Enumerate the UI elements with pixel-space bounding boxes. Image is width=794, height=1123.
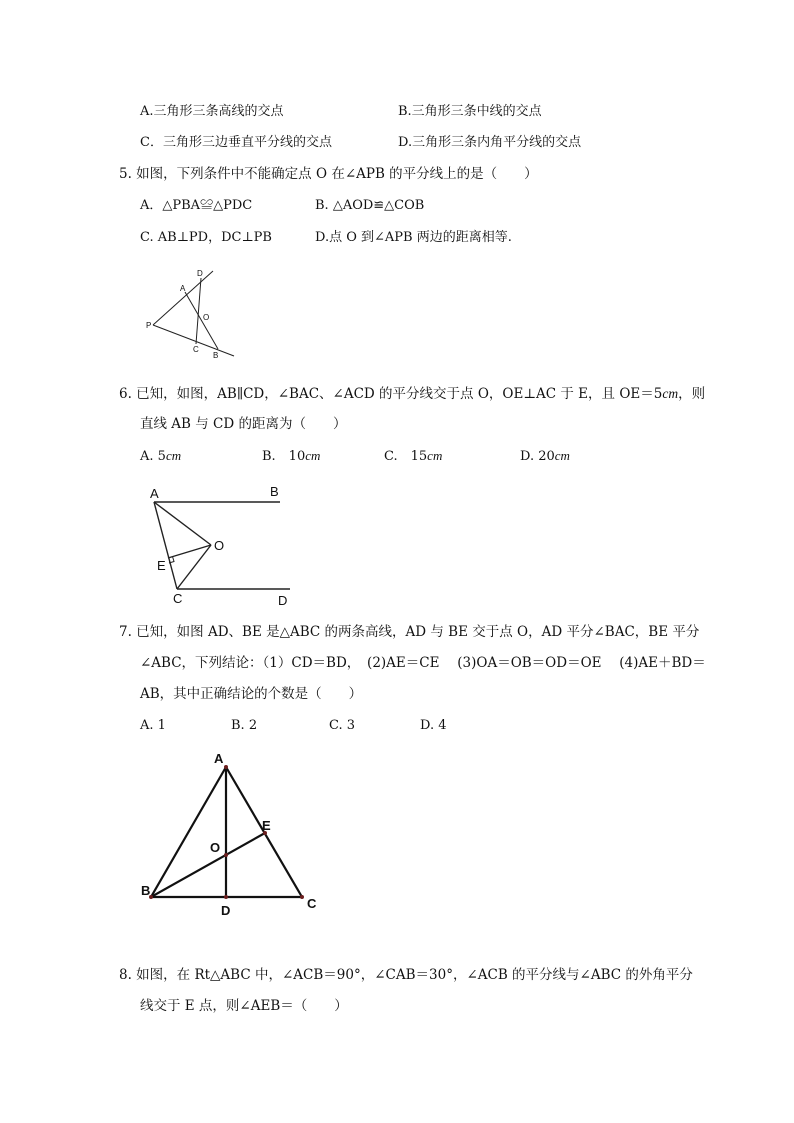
q6-label-d: D	[278, 593, 288, 608]
q5-label-b: B	[213, 351, 219, 360]
q7-line1: 7. 已知，如图 AD、BE 是△ABC 的两条高线，AD 与 BE 交于点 O，AD 平分∠BAC，BE 平分	[119, 624, 700, 640]
q6-label-a: A	[150, 486, 159, 501]
q7-line3: AB，其中正确结论的个数是（ ）	[140, 686, 363, 702]
q7-label-b: B	[141, 883, 151, 898]
q5-option-c: C. AB⊥PD，DC⊥PB	[140, 230, 272, 245]
q7-point-d	[224, 895, 228, 899]
q6-line2: 直线 AB 与 CD 的距离为（ ）	[140, 416, 347, 432]
q8-line2: 线交于 E 点，则∠AEB＝（ ）	[140, 998, 348, 1014]
q7-option-c: C. 3	[329, 718, 356, 733]
q6-label-c: C	[173, 591, 183, 606]
q7-label-d: D	[221, 903, 231, 918]
q4-option-d: D.三角形三条内角平分线的交点	[398, 135, 582, 150]
q6-label-e: E	[157, 558, 166, 573]
q7-label-a: A	[214, 751, 224, 766]
q7-point-c	[300, 895, 304, 899]
q5-option-b: B. △AOD≌△COB	[315, 198, 425, 213]
q7-point-a	[224, 765, 228, 769]
q6-line1: 6. 已知，如图，AB∥CD，∠BAC、∠ACD 的平分线交于点 O，OE⊥AC 于 E，且 OE＝5cm，则	[119, 386, 706, 402]
q6-option-b: B. 10cm	[262, 448, 321, 464]
q4-option-a: A.三角形三条高线的交点	[140, 104, 284, 119]
q6-label-b: B	[270, 484, 279, 499]
q7-label-o: O	[210, 840, 221, 855]
q5-label-c: C	[193, 345, 199, 354]
q7-option-d: D. 4	[420, 718, 447, 733]
q7-label-c: C	[307, 896, 317, 911]
q5-option-d: D.点 O 到∠APB 两边的距离相等.	[315, 230, 512, 245]
q5-option-a: A．△PBA≌△PDC	[140, 198, 253, 213]
q8-line1: 8. 如图，在 Rt△ABC 中，∠ACB＝90°，∠CAB＝30°，∠ACB 的平分线与∠ABC 的外角平分	[119, 967, 693, 983]
q7-side-ab	[151, 767, 226, 897]
q5-label-d: D	[197, 269, 203, 278]
q4-option-b: B.三角形三条中线的交点	[398, 104, 542, 119]
q5-stem: 5. 如图，下列条件中不能确定点 O 在∠APB 的平分线上的是（ ）	[119, 166, 538, 182]
q6-option-c: C. 15cm	[384, 448, 443, 464]
q5-label-p: P	[146, 321, 152, 330]
q6-option-d: D. 20cm	[520, 448, 570, 464]
q5-label-o: O	[203, 313, 210, 322]
q7-option-a: A. 1	[140, 718, 166, 733]
q7-line2: ∠ABC，下列结论：（1）CD＝BD， (2)AE＝CE (3)OA＝OB＝OD＝OE (4)AE＋BD＝	[140, 655, 706, 671]
q6-option-a: A. 5cm	[140, 448, 182, 464]
q7-label-e: E	[262, 818, 271, 833]
q4-option-c: C．三角形三边垂直平分线的交点	[140, 135, 332, 150]
q6-label-o: O	[214, 538, 225, 553]
q7-option-b: B. 2	[231, 718, 258, 733]
q5-label-a: A	[180, 284, 186, 293]
q7-point-o	[224, 853, 228, 857]
q7-altitude-be	[151, 833, 265, 897]
